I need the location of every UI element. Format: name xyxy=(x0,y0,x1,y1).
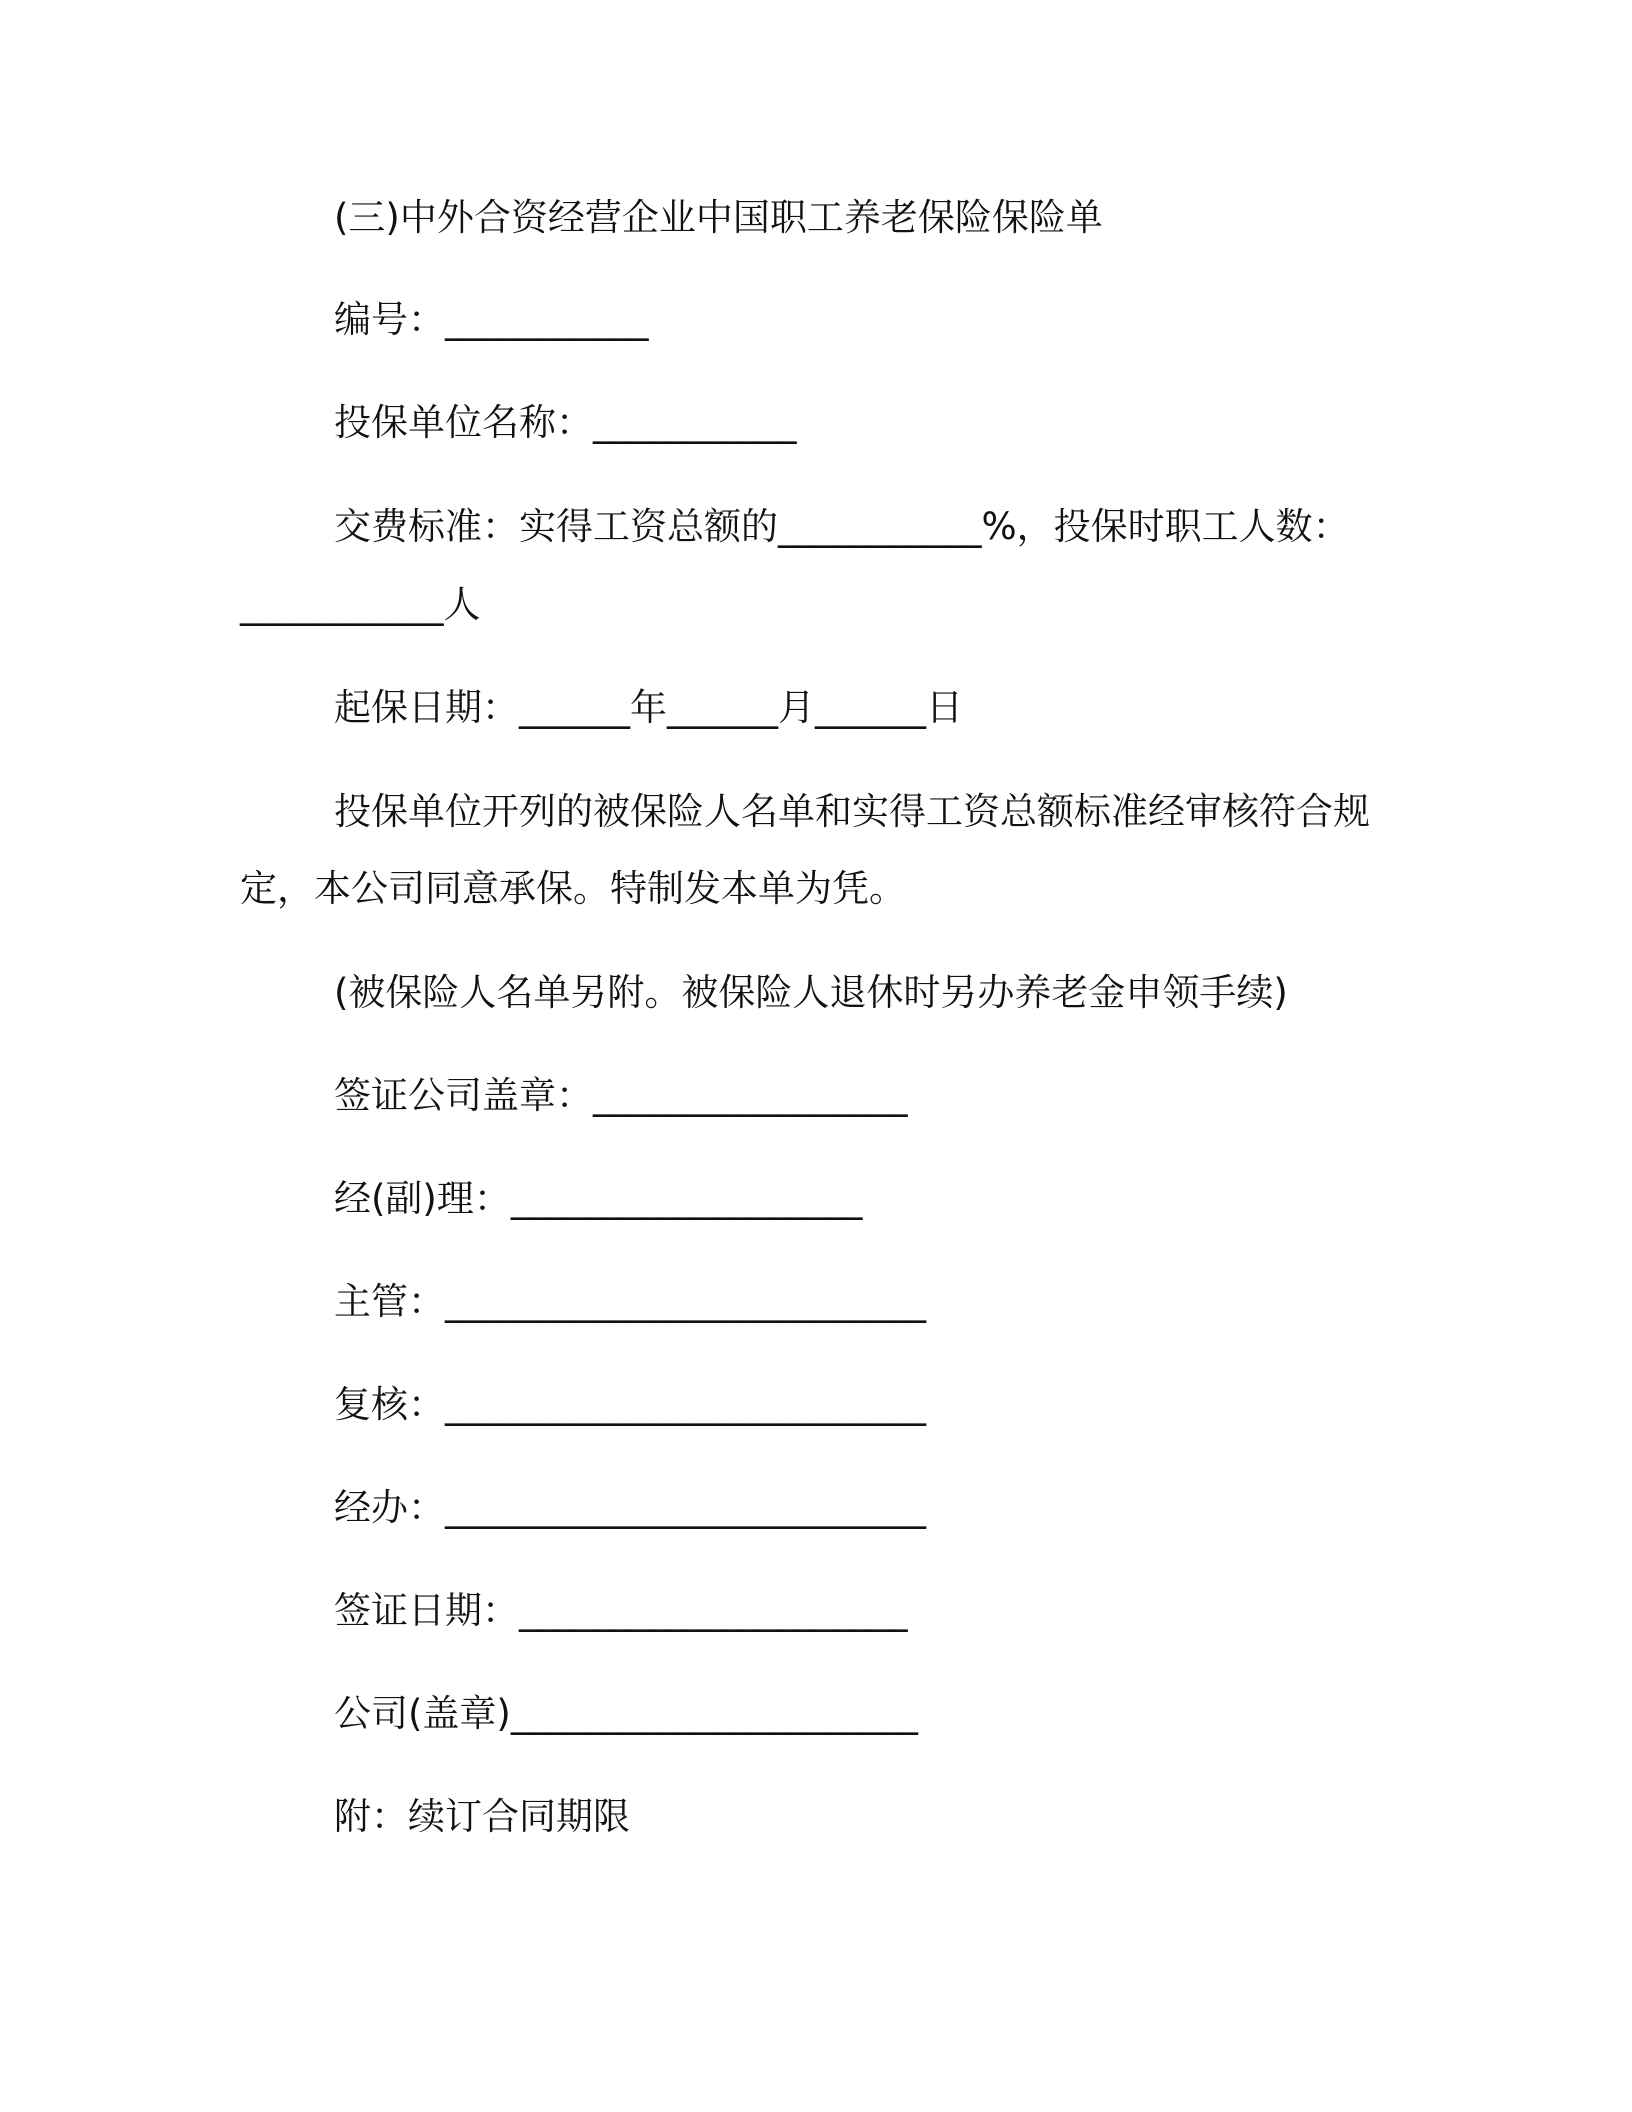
handler-field: 经办：__________________________ xyxy=(334,1486,926,1529)
start-date-field: 起保日期：______年______月______日 xyxy=(334,686,963,729)
note-paragraph: (被保险人名单另附。被保险人退休时另办养老金申领手续) xyxy=(334,971,1288,1014)
fee-standard-field: 交费标准：实得工资总额的___________%，投保时职工人数： xyxy=(334,505,1350,548)
employee-count-field: ___________人 xyxy=(240,583,481,626)
number-field: 编号：___________ xyxy=(334,298,649,341)
manager-field: 经(副)理：___________________ xyxy=(334,1177,863,1220)
statement-paragraph-line1: 投保单位开列的被保险人名单和实得工资总额标准经审核符合规 xyxy=(334,790,1370,833)
statement-paragraph-line2: 定，本公司同意承保。特制发本单为凭。 xyxy=(240,867,906,910)
sign-date-field: 签证日期：_____________________ xyxy=(334,1589,908,1632)
company-seal-field: 签证公司盖章：_________________ xyxy=(334,1074,908,1117)
review-field: 复核：__________________________ xyxy=(334,1383,926,1426)
document-title: (三)中外合资经营企业中国职工养老保险保险单 xyxy=(334,196,1103,239)
appendix-heading: 附：续订合同期限 xyxy=(334,1795,630,1838)
supervisor-field: 主管：__________________________ xyxy=(334,1280,926,1323)
insured-unit-field: 投保单位名称：___________ xyxy=(334,401,797,444)
company-stamp-field: 公司(盖章)______________________ xyxy=(334,1692,918,1735)
